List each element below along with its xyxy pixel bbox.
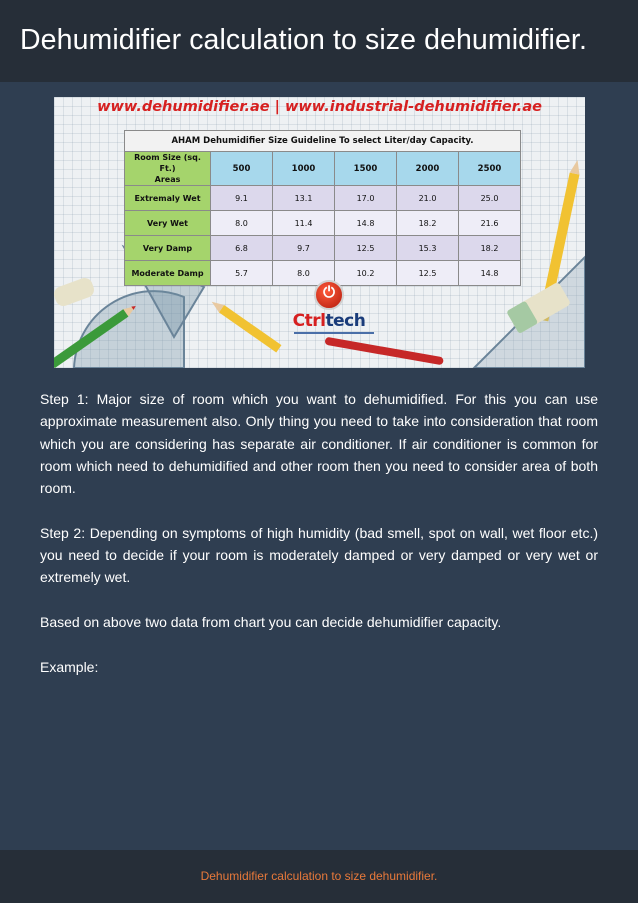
- table-row: [125, 186, 521, 211]
- table-cell: 25.0: [459, 186, 521, 211]
- table-cell: 9.1: [211, 186, 273, 211]
- page-footer: [0, 850, 638, 903]
- column-header: 1000: [273, 152, 335, 186]
- table-caption: AHAM Dehumidifier Size Guideline To select Liter/day Capacity.: [125, 131, 521, 152]
- website-banner: www.dehumidifier.ae | www.industrial-dehumidifier.ae: [97, 99, 542, 115]
- column-header: 1500: [335, 152, 397, 186]
- table-cell: 11.4: [273, 211, 335, 236]
- column-header: 2500: [459, 152, 521, 186]
- paragraph-step-2: Step 2: Depending on symptoms of high humidity (bad smell, spot on wall, wet floor etc.) you need to decide if your room is moderately damped or very damped or very wet or extremely wet.: [40, 524, 598, 586]
- ctrltech-logo: [284, 280, 374, 342]
- table-row: [125, 236, 521, 261]
- article-body: [40, 388, 598, 700]
- aham-chart-image: [54, 97, 585, 368]
- logo-underline: [294, 332, 374, 334]
- page-header: [0, 0, 638, 82]
- table-cell: 18.2: [459, 236, 521, 261]
- paragraph-summary: Based on above two data from chart you can decide dehumidifier capacity.: [40, 613, 502, 630]
- paragraph-step-1: Step 1: Major size of room which you want to dehumidified. For this you can use approximate measurement also. Only thing you need to take into consideration that room which you are considering has separate air conditioner. If air conditioner is common for room which need to dehumidified and other room then you need to consider area of both room.: [40, 391, 598, 497]
- table-cell: 10.2: [335, 261, 397, 286]
- table-cell: 5.7: [211, 261, 273, 286]
- row-label: Extremaly Wet: [125, 186, 211, 211]
- table-cell: 12.5: [335, 236, 397, 261]
- row-label: Very Wet: [125, 211, 211, 236]
- logo-wordmark: Ctrltech: [292, 311, 366, 331]
- table-row: [125, 211, 521, 236]
- page-title: Dehumidifier calculation to size dehumidifier.: [20, 24, 587, 56]
- table-cell: 14.8: [459, 261, 521, 286]
- table-cell: 17.0: [335, 186, 397, 211]
- column-header: 2000: [397, 152, 459, 186]
- row-label: Very Damp: [125, 236, 211, 261]
- table-cell: 13.1: [273, 186, 335, 211]
- table-cell: 18.2: [397, 211, 459, 236]
- column-header: 500: [211, 152, 273, 186]
- table-cell: 8.0: [273, 261, 335, 286]
- paragraph-example: Example:: [40, 658, 99, 675]
- aham-size-table: [124, 130, 521, 286]
- table-corner-header: Room Size (sq. Ft.) Areas: [125, 152, 211, 186]
- table-cell: 12.5: [397, 261, 459, 286]
- table-cell: 21.0: [397, 186, 459, 211]
- table-cell: 9.7: [273, 236, 335, 261]
- table-cell: 14.8: [335, 211, 397, 236]
- table-cell: 15.3: [397, 236, 459, 261]
- footer-text: Dehumidifier calculation to size dehumidifier.: [200, 869, 438, 883]
- table-cell: 8.0: [211, 211, 273, 236]
- table-cell: 6.8: [211, 236, 273, 261]
- power-icon: ⏻: [314, 280, 344, 310]
- row-label: Moderate Damp: [125, 261, 211, 286]
- table-cell: 21.6: [459, 211, 521, 236]
